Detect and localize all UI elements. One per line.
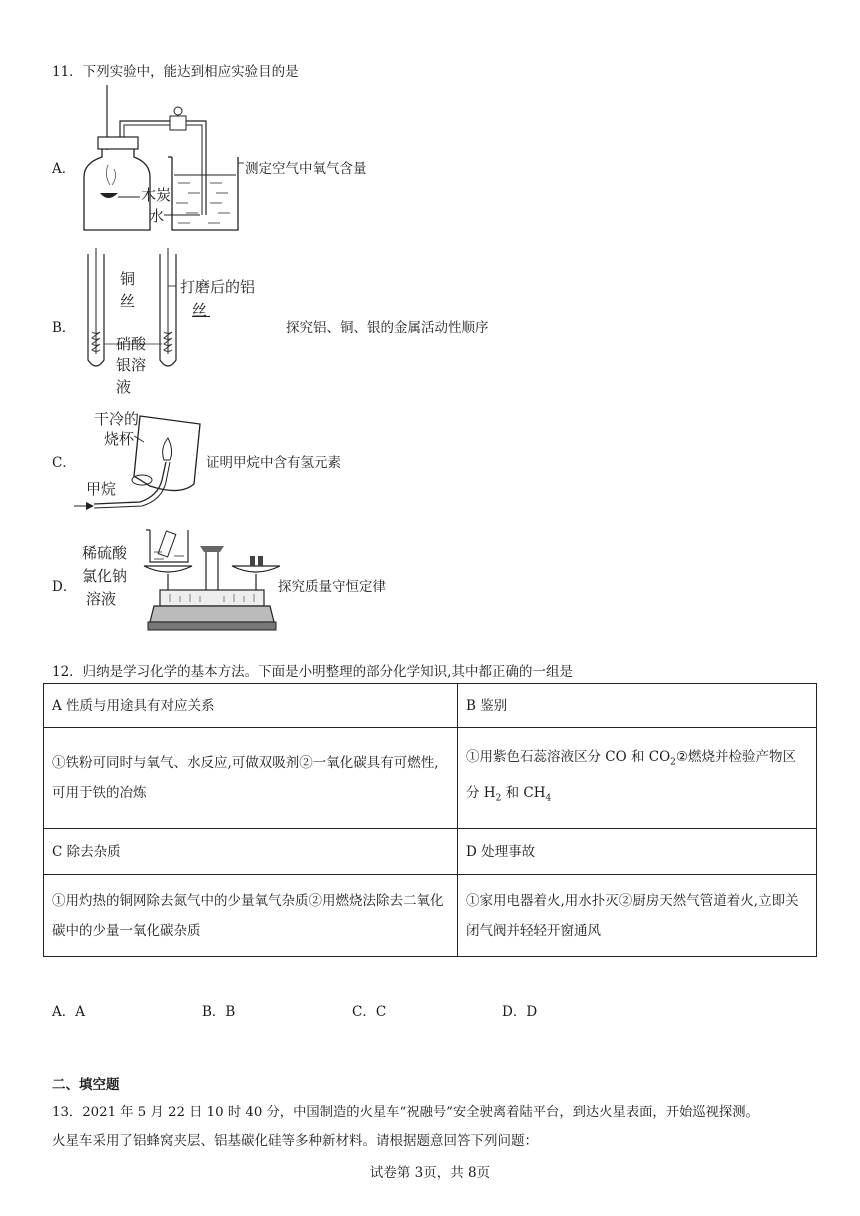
q11-option-d-caption: 探究质量守恒定律 [278, 579, 386, 595]
label-water: 水 [149, 207, 165, 225]
table-cell-b-head: B 鉴别 [458, 684, 817, 728]
q11-option-a-letter: A． [52, 161, 76, 177]
q12-choice-c: C．C [352, 1004, 387, 1020]
label-dilute-sulfuric-acid: 稀硫酸 [82, 544, 128, 562]
table-cell-c-head: C 除去杂质 [44, 829, 458, 875]
page-footer: 试卷第 3页，共 8页 [369, 1165, 491, 1181]
table-cell-d-body: ①家用电器着火,用水扑灭②厨房天然气管道着火,立即关闭气阀并轻轻开窗通风 [458, 875, 817, 957]
b-body-part1: ①用紫色石蕊溶液区分 CO 和 CO [466, 749, 671, 766]
table-cell-b-body [458, 728, 817, 829]
q11-option-a-caption: 测定空气中氧气含量 [245, 161, 367, 177]
q12-choice-b: B．B [202, 1004, 236, 1020]
underline [192, 316, 210, 317]
b-body-part2: ②燃烧并检验产物区分 H [466, 749, 797, 801]
label-dry-cold-beaker-2: 烧杯 [104, 430, 135, 448]
section-title: 二、填空题 [52, 1077, 120, 1093]
table-cell-a-body: ①铁粉可同时与氧气、水反应,可做双吸剂②一氧化碳具有可燃性,可用于铁的冶炼 [44, 728, 458, 829]
label-silver-nitrate-3: 液 [116, 378, 132, 396]
b-body-sub2: 2 [495, 793, 502, 804]
q12-choice-a: A．A [52, 1004, 85, 1020]
label-polished-aluminum-2: 丝 [192, 301, 208, 319]
q11-option-d-letter: D． [52, 579, 77, 595]
label-sodium-chloride-1: 氯化钠 [82, 567, 128, 585]
b-body-part3: 和 CH [501, 785, 546, 801]
b-body-sub3: 4 [545, 793, 552, 804]
q11-option-b-caption: 探究铝、铜、银的金属活动性顺序 [286, 320, 489, 336]
table-cell-a-head: A 性质与用途具有对应关系 [44, 684, 458, 728]
balance-scale-diagram [140, 526, 280, 636]
label-copper-2: 丝 [120, 292, 136, 310]
q12-stem: 12．归纳是学习化学的基本方法。下面是小明整理的部分化学知识,其中都正确的一组是 [52, 664, 573, 680]
q11-option-c-caption: 证明甲烷中含有氢元素 [206, 455, 341, 471]
q11-option-b-letter: B． [52, 320, 76, 336]
label-polished-aluminum-1: 打磨后的铝 [180, 278, 256, 296]
label-sodium-chloride-2: 溶液 [86, 590, 117, 608]
q12-knowledge-table [43, 683, 817, 957]
label-copper-1: 铜 [120, 270, 136, 288]
b-body-sub1: 2 [670, 758, 676, 768]
label-charcoal: 木炭 [141, 186, 172, 204]
q11-option-c-letter: C． [52, 455, 76, 471]
label-methane: 甲烷 [86, 480, 117, 498]
q13-line-2: 火星车采用了铝蜂窝夹层、铝基碳化硅等多种新材料。请根据题意回答下列问题： [52, 1133, 538, 1149]
q13-line-1: 13．2021 年 5 月 22 日 10 时 40 分，中国制造的火星车“祝融号”安全驶离着陆平台，到达火星表面，开始巡视探测。 [52, 1105, 759, 1120]
table-cell-c-body: ①用灼热的铜网除去氮气中的少量氧气杂质②用燃烧法除去二氧化碳中的少量一氧化碳杂质 [44, 875, 458, 957]
label-silver-nitrate-2: 银溶 [116, 356, 147, 374]
label-silver-nitrate-1: 硝酸 [116, 335, 147, 353]
table-cell-d-head: D 处理事故 [458, 829, 817, 875]
q12-choice-d: D．D [502, 1004, 538, 1020]
label-dry-cold-beaker-1: 干冷的 [94, 410, 140, 428]
q11-stem: 11．下列实验中，能达到相应实验目的是 [52, 64, 299, 80]
